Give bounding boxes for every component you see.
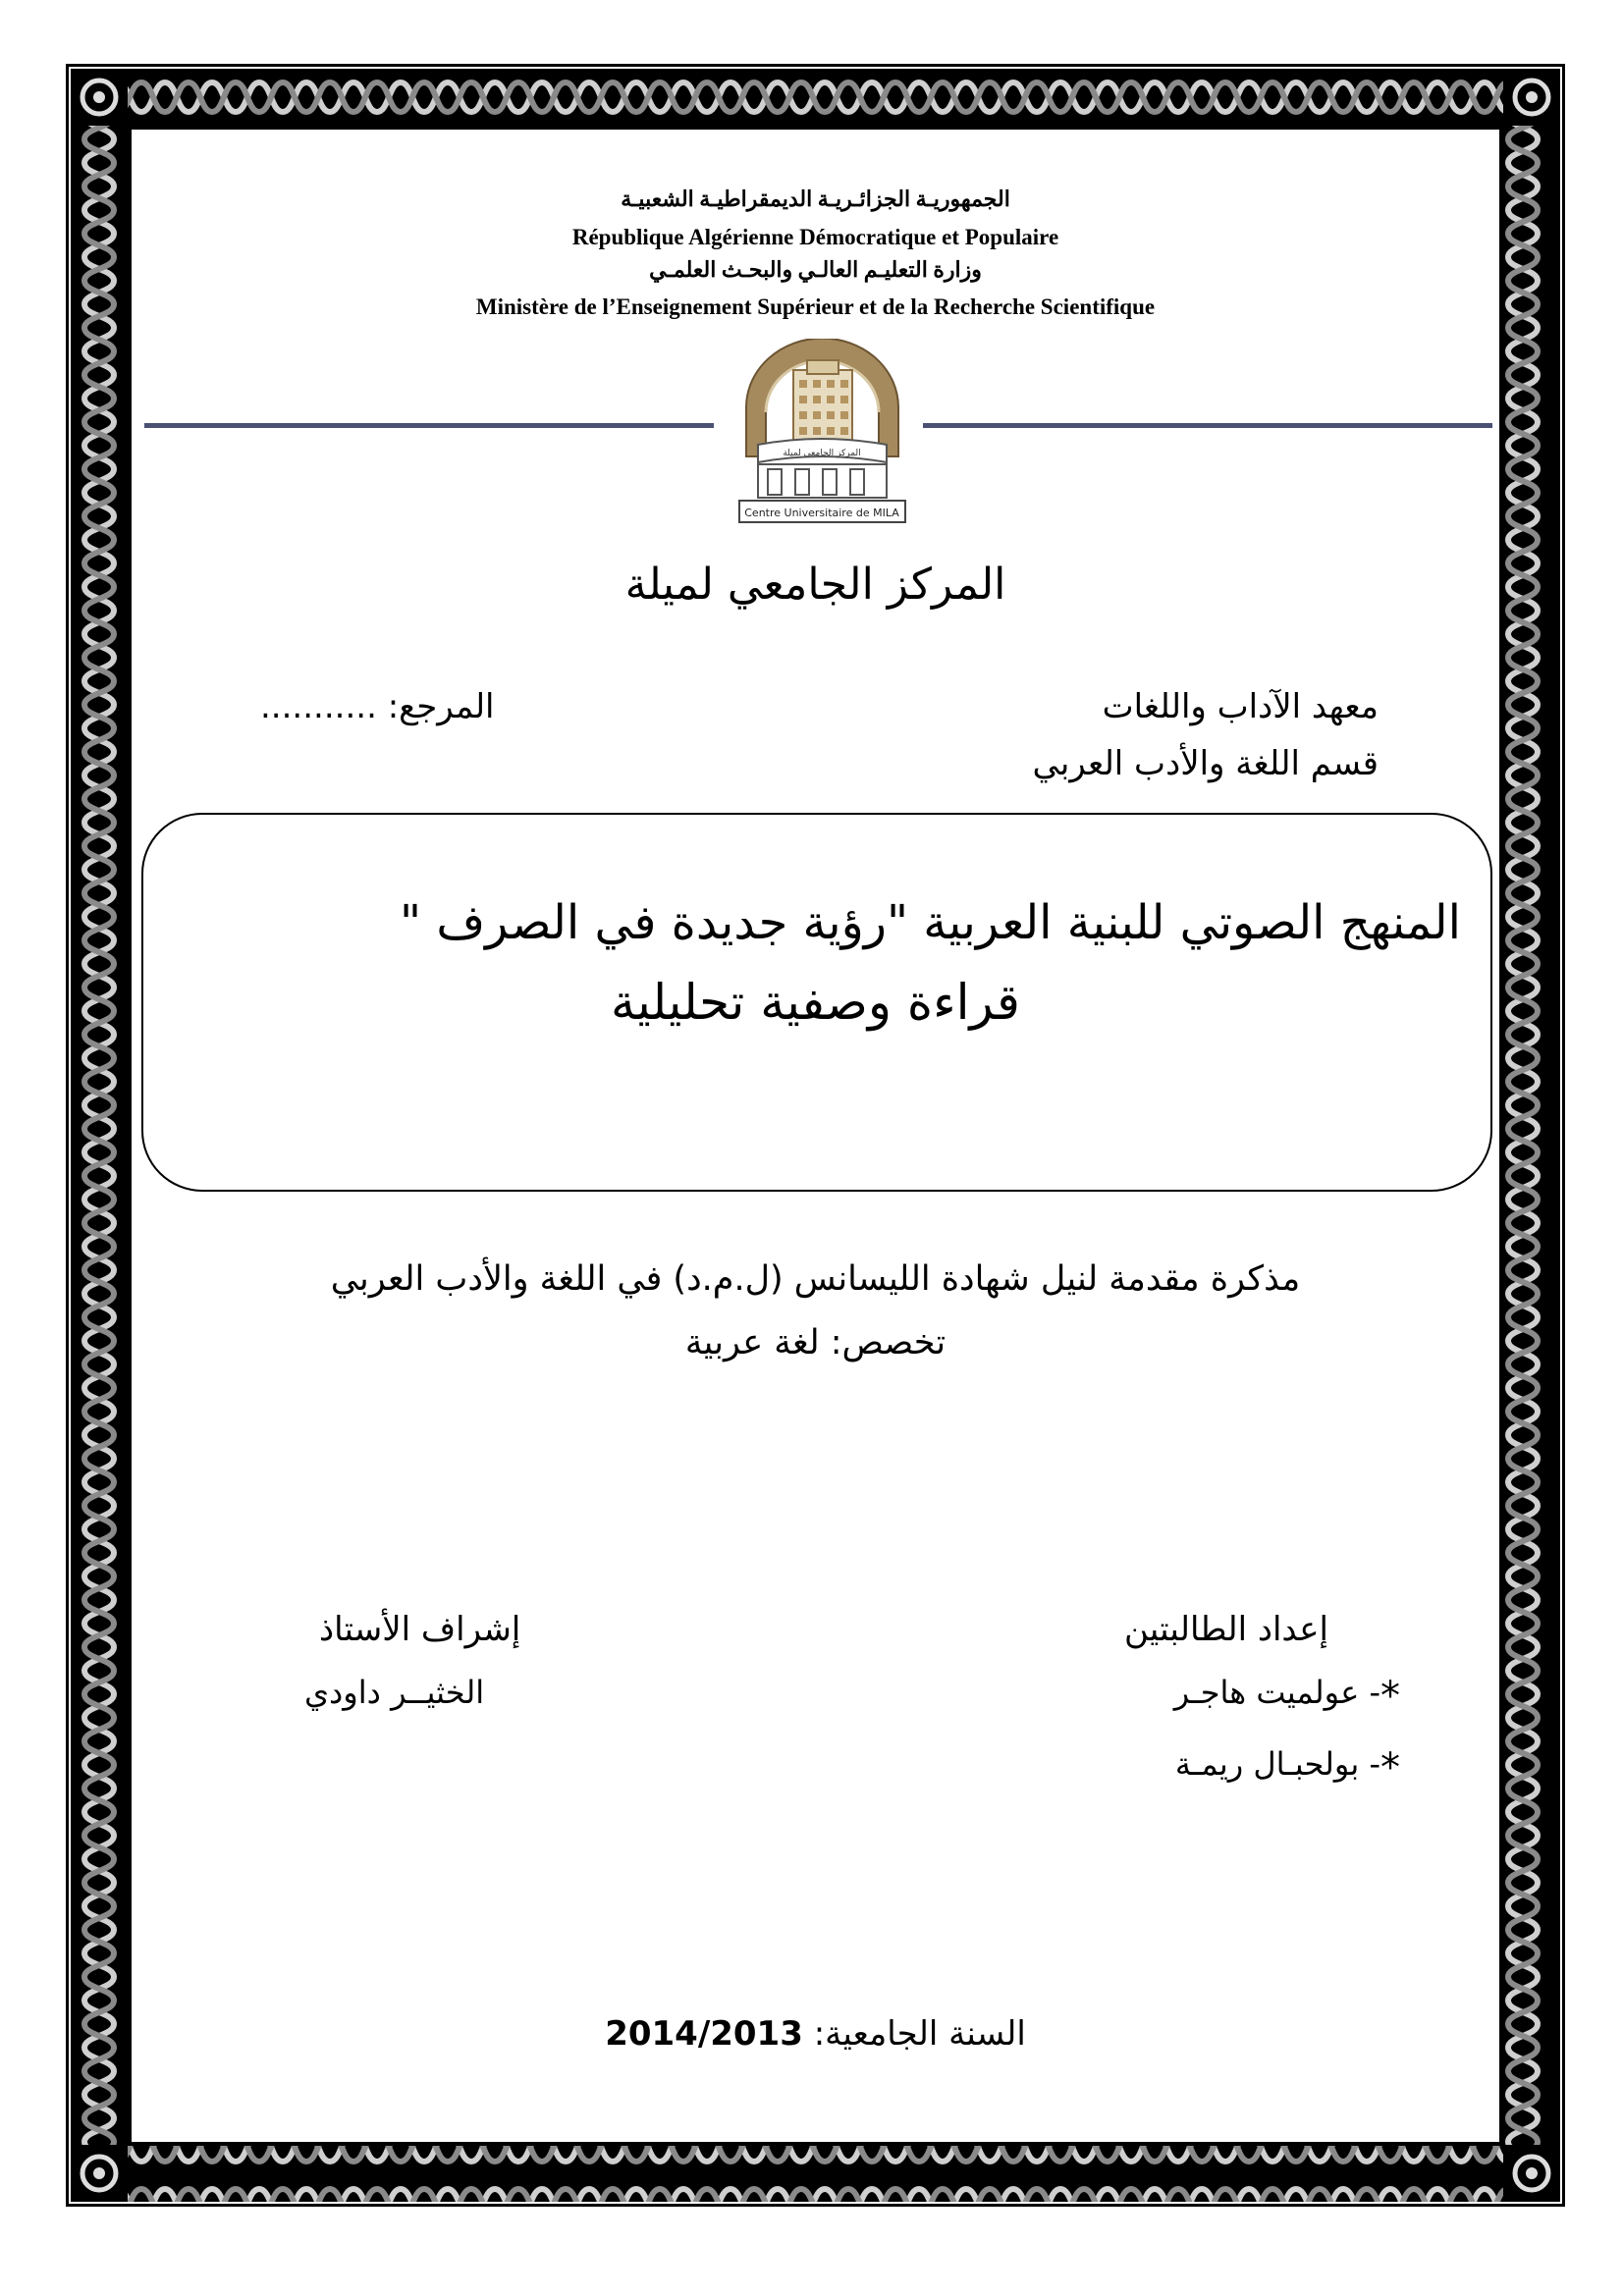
degree-statement: مذكرة مقدمة لنيل شهادة الليسانس (ل.م.د) في اللغة والأدب العربي — [330, 1259, 1301, 1299]
student-name-1: عولميت هاجـر — [1173, 1674, 1360, 1711]
corner-ornament-bottom-left — [71, 2145, 128, 2202]
rule-line-right — [923, 423, 1492, 428]
logo-banner-text: المركز الجامعي لميلة — [783, 449, 861, 458]
university-name: المركز الجامعي لميلة — [624, 560, 1006, 610]
reference-field — [260, 687, 495, 726]
academic-year-label: السنة الجامعية: — [813, 2014, 1026, 2054]
bullet-star: * — [1380, 1745, 1400, 1790]
student-entry — [1174, 1674, 1400, 1719]
thesis-title-line-1: المنهج الصوتي للبنية العربية "رؤية جديدة في الصرف " — [400, 895, 1461, 950]
header-republic-arabic: الجمهوريـة الجزائـريـة الديمقراطيـة الشعبيـة — [621, 187, 1010, 211]
reference-value: ........... — [260, 687, 377, 726]
supervisor-label: إشراف الأستاذ — [319, 1610, 521, 1649]
thesis-title-line-2: قراءة وصفية تحليلية — [611, 974, 1020, 1031]
bullet-dash: - — [1369, 1674, 1380, 1711]
academic-year-value: 2014/2013 — [605, 2014, 803, 2054]
header-ministry-french: Ministère de l’Enseignement Supérieur et de la Recherche Scientifique — [475, 294, 1156, 319]
header-ministry-arabic: وزارة التعليـم العالـي والبحـث العلمـي — [649, 257, 982, 282]
logo-caption: Centre Universitaire de MILA — [744, 507, 899, 519]
prepared-by-label: إعداد الطالبتين — [1123, 1610, 1328, 1649]
specialty: تخصص: لغة عربية — [684, 1323, 947, 1362]
supervisor-name: الخثيــر داودي — [304, 1674, 485, 1711]
university-logo — [736, 339, 908, 527]
corner-ornament-top-right — [1503, 69, 1560, 126]
reference-label: المرجع: — [387, 687, 495, 726]
institute-name: معهد الآداب واللغات — [1102, 687, 1379, 726]
header-republic-french: République Algérienne Démocratique et Populaire — [571, 225, 1059, 249]
student-name-2: بولحبـال ريمـة — [1174, 1745, 1360, 1783]
bullet-dash: - — [1369, 1745, 1380, 1783]
corner-ornament-top-left — [71, 69, 128, 126]
corner-ornament-bottom-right — [1503, 2145, 1560, 2202]
academic-year — [128, 2014, 1503, 2054]
department-name: قسم اللغة والأدب العربي — [1032, 744, 1379, 783]
student-entry — [1175, 1745, 1400, 1790]
bullet-star: * — [1380, 1674, 1400, 1719]
rule-line-left — [144, 423, 714, 428]
